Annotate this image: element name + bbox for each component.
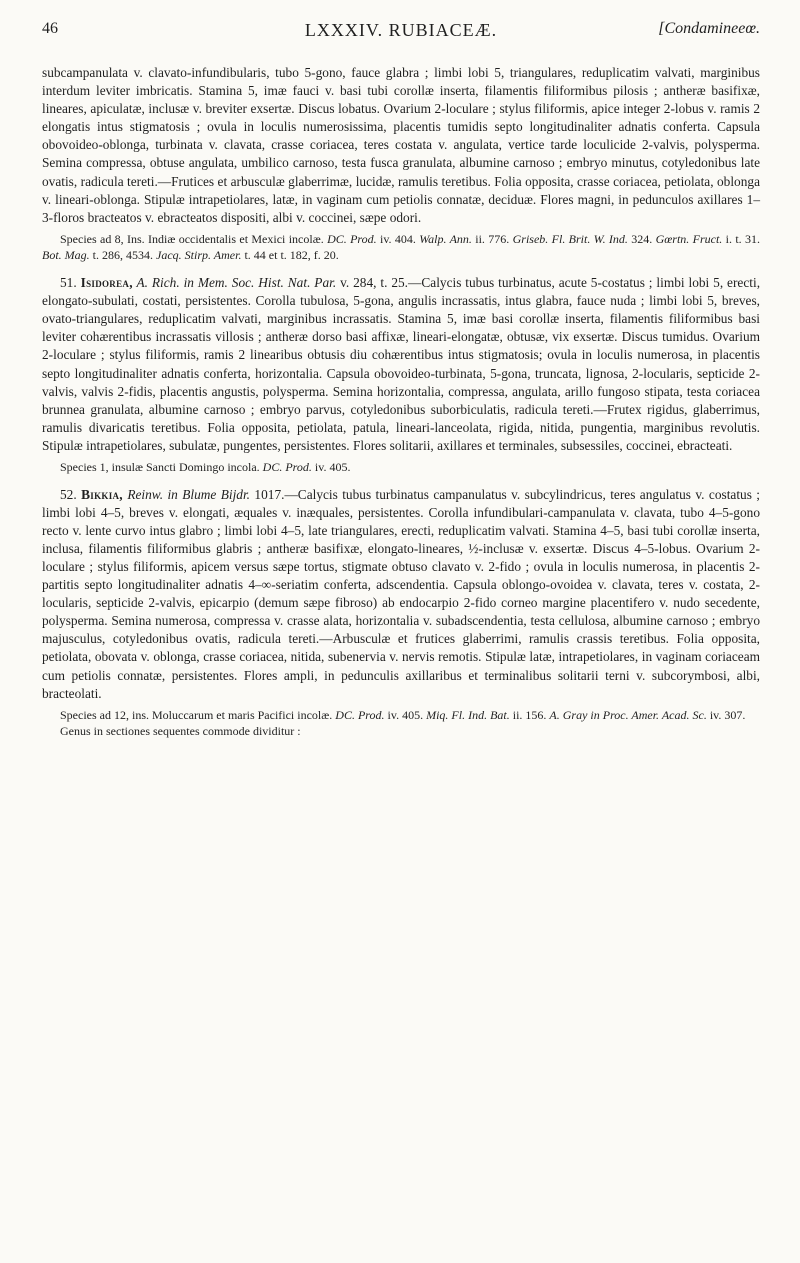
page-title: LXXXIV. RUBIACEÆ. [304,20,498,40]
note-text: iv. 404. [376,231,420,246]
note-ref: Miq. Fl. Ind. Bat. [426,707,510,722]
note-text: iv. 405. [311,459,351,474]
note-text: ii. 156. [509,707,550,722]
note-text: 324. [627,231,656,246]
note-text: i. t. 31. [722,231,761,246]
note-ref: Walp. Ann. [419,231,472,246]
genus-name: Bikkia, [81,486,123,502]
note-text: t. 286, 4534. [89,248,157,263]
genus-description: Calycis tubus turbinatus campanulatus v. subcylindricus, teres angulatus v. costatus ; limbi lobi 4–5, breves v. elongati, æquales v. inæquales, persistentes. Corolla infundibulari-campanulata v. clavata, tubo 4–5-gono recto v. lente curvo intus glabro ; limbi lobi 4–5, late triangulares, erecti, reduplicatim valvati. Stamina 4–5, basi tubi corollæ inserta, inclusa, filamentis filiformibus glabris ; antheræ basifixæ, elongato-lineares, ½-inclusæ v. exsertæ. Discus 4–5-lobus. Ovarium 2-loculare ; stylus filiformis, apicem versus sæpe tortus, stigmate obtuso clavato v. 2-fido ; ovula in loculis numerosa, in placentis 2-partitis septo longitudinaliter adnatis 4–∞-seriatim conferta, adscendentia. Capsula oblongo-ovoidea v. clavata, teres v. costata, 2-locularis, septicide 2-valvis, epicarpio (demum sæpe fibroso) ab endocarpio 2-fido corneo margine placentifero v. nudo secedente, polysperma. Semina numerosa, compressa v. crasse alata, horizontalia v. subadscendentia, testa cellulosa, albumine carnoso ; embryo majusculus, cotyledonibus ovatis, radicula tereti.—Arbusculæ et frutices glaberrimi, ramulis crassis teretibus. Folia opposita, petiolata, obovata v. oblonga, crasse coriacea, nitida, subenervia v. nervis remotis. Stipulæ latæ, intrapetiolares, in vaginam coriaceam cum petiolis connatæ, persistentes. Flores ampli, in pedunculis axillaribus et terminalibus solitarii terni v. subcorymbosi, albi, bracteolati. [42,486,761,701]
page [42,0,760,740]
bikkia-species-note [42,707,760,724]
note-ref: DC. Prod. [262,459,312,474]
page-number: 46 [42,20,58,37]
note-text: t. 44 et t. 182, f. 20. [241,248,339,263]
genus-description: Calycis tubus turbinatus, acute 5-costatus ; limbi lobi 5, erecti, elongato-subulati, costati, persistentes. Corolla tubulosa, 5-gona, angulis incrassatis, intus glabra, fauce nuda ; limbi lobi 5, breves, ovato-triangulares, reduplicatim valvati, marginibus incrassatis. Stamina 5, imæ basi corollæ inserta, filamentis filiformibus basi leviter cohærentibus incrassatis villosis ; antheræ dorso basi affixæ, lineari-elongatæ, obtusæ, vix exsertæ. Discus tumidus. Ovarium 2-loculare ; stylus filiformis, ramis 2 linearibus obtusis diu cohærentibus intus stigmatosis; ovula in loculis numerosa, in placentis septo longitudinaliter adnatis conferta, horizontalia. Capsula obovoideo-turbinata, 5-gona, truncata, lignosa, 2-locularis, septicide 2-valvis, valvis 2-fidis, placentis angustis, polysperma. Semina horizontalia, compressa, angulata, arillo fungoso stipata, testa coriacea brunnea granulata, albumine carnoso ; embryo parvus, cotyledonibus suborbiculatis, radicula tereti.—Frutex rigidus, glaberrimus, ramulis divaricatis teretibus. Folia opposita, petiolata, patula, lineari-lanceolata, rigida, nitida, pungentia, marginibus revolutis. Stipulæ intrapetiolares, subulatæ, pungentes, persistentes. Flores solitarii, axillares et terminales, subsessiles, coccinei, ebracteati. [42,275,761,453]
note-text: Species 1, insulæ Sancti Domingo incola. [60,459,263,474]
genus-citation: v. 284, t. 25.— [336,275,422,291]
genus-isidorea-paragraph [42,274,760,455]
note-text: iv. 307. [706,707,746,722]
note-ref: Griseb. Fl. Brit. W. Ind. [512,231,628,246]
note-ref: Bot. Mag. [42,248,90,263]
note-ref: DC. Prod. [327,231,377,246]
genus-name: Isidorea, [80,275,133,291]
note-ref: Gœrtn. Fruct. [655,231,723,246]
genus-citation: 1017.— [250,486,298,502]
note-text: ii. 776. [471,231,513,246]
isidorea-species-note [42,459,760,476]
running-title: [Condamineeœ. [658,20,760,37]
genus-author: A. Rich. in Mem. Soc. Hist. Nat. Par. [132,275,337,291]
intro-species-note [42,231,760,264]
genus-author: Reinw. in Blume Bijdr. [122,486,251,502]
note-ref: A. Gray in Proc. Amer. Acad. Sc. [549,707,707,722]
note-text: iv. 405. [384,707,427,722]
genus-bikkia-paragraph [42,486,760,703]
genus-number: 52. [60,486,82,502]
note-text: Species ad 8, Ins. Indiæ occidentalis et Mexici incolæ. [60,231,328,246]
page-header [42,20,760,64]
sections-intro-line: Genus in sectiones sequentes commode dividitur : [60,724,301,739]
genus-number: 51. [60,275,81,291]
note-text: Species ad 12, ins. Moluccarum et maris Pacifici incolæ. [60,707,336,722]
intro-paragraph: subcampanulata v. clavato-infundibularis, tubo 5-gono, fauce glabra ; limbi lobi 5, triangulares, reduplicatim valvati, marginibus interdum leviter imbricatis. Stamina 5, imæ fauci v. basi tubi corollæ inserta, filamentis filiformibus pilosis ; antheræ basifixæ, lineares, apiculatæ, inclusæ v. breviter exsertæ. Discus lobatus. Ovarium 2-loculare ; stylus filiformis, apice integer 2-lobus v. ramis 2 elongatis intus stigmatosis ; ovula in loculis numerosissima, placentis tumidis septo longitudinaliter adnatis conferta. Capsula obovoideo-oblonga, turbinata v. clavata, crasse coriacea, teres costata v. angulata, vertice tarde loculicide 2-valvis, polysperma. Semina compressa, obtuse angulata, umbilico carnoso, testa fusca granulata, albumine carnoso ; embryo minutus, cotyledonibus late ovatis, radicula tereti.—Frutices et arbusculæ glaberrimæ, lucidæ, ramulis teretibus. Folia opposita, crasse coriacea, petiolata, oblonga v. lineari-oblonga. Stipulæ intrapetiolares, latæ, in vaginam cum petiolis connatæ, deciduæ. Flores magni, in pedunculos axillares 1–3-floros bracteatos v. ebracteatos dispositi, albi v. coccinei, sæpe odori. [42,65,760,225]
note-ref: Jacq. Stirp. Amer. [156,248,242,263]
note-ref: DC. Prod. [335,707,385,722]
